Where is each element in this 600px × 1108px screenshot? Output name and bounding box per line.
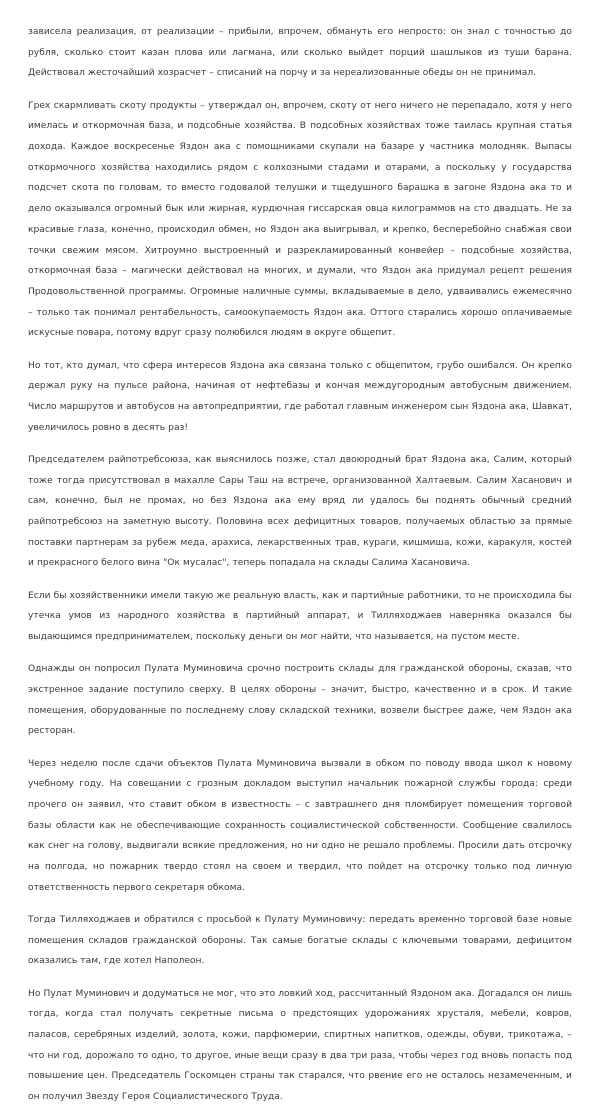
document-body bbox=[28, 22, 572, 1108]
paragraph: Но Пулат Муминович и додуматься не мог, что это ловкий ход, рассчитанный Яздоном ака. Догадался он лишь тогда, когда стал получать секретные письма о предстоящих удорожаниях хрусталя, мебели, ковров, паласов, серебряных изделий, золота, кожи, парфюмерии, спиртных напитков, одежды, обуви, трикотажа, – что ни год, дорожало то одно, то другое, иные вещи сразу в два три раза, чтобы через год вновь попасть под повышение цен. Председатель Госкомцен страны так старался, что рвение его не осталось незамеченным, и он получил Звезду Героя Социалистического Труда. bbox=[28, 988, 572, 1103]
paragraph: Но тот, кто думал, что сфера интересов Яздона ака связана только с общепитом, грубо ошибался. Он крепко держал руку на пульсе района, начиная от нефтебазы и кончая междугородным автобусным движением. Число маршрутов и автобусов на автопредприятии, где работал главным инженером сын Яздона ака, Шавкат, увеличилось ровно в десять раз! bbox=[28, 360, 572, 433]
paragraph: Однажды он попросил Пулата Муминовича срочно построить склады для гражданской обороны, сказав, что экстренное задание поступило сверху. В целях обороны – значит, быстро, качественно и в срок. И такие помещения, оборудованные по последнему слову складской техники, возвели быстрее даже, чем Яздон ака ресторан. bbox=[28, 664, 572, 737]
paragraph: Через неделю после сдачи объектов Пулата Муминовича вызвали в обком по поводу ввода школ к новому учебному году. На совещании с грозным докладом выступил начальник пожарной службы города: среди прочего он заявил, что ставит обком в известность – с завтрашнего дня пломбирует помещения торговой базы области как не обеспечивающие сохранность социалистической собственности. Сообщение свалилось как снег на голову, выдвигали всякие предложения, но ни одно не решало проблемы. Просили дать отсрочку на полгода, но пожарник твердо стоял на своем и твердил, что пойдет на отсрочку только под личную ответственность первого секретаря обкома. bbox=[28, 758, 572, 893]
paragraph: Тогда Тилляходжаев и обратился с просьбой к Пулату Муминовичу: передать временно торговой базе новые помещения складов гражданской обороны. Так самые богатые склады с ключевыми товарами, дефицитом оказались там, где хотел Наполеон. bbox=[28, 914, 572, 967]
paragraph: Председателем райпотребсоюза, как выяснилось позже, стал двоюродный брат Яздона ака, Салим, который тоже тогда присутствовал в махалле Сары Таш на встрече, организованной Халтаевым. Салим Хасанович и сам, конечно, был не промах, но без Яздона ака ему вряд ли удалось бы поднять обычный средний райпотребсоюз на заметную высоту. Половина всех дефицитных товаров, получаемых областью за прямые поставки партнерам за рубеж меда, арахиса, лекарственных трав, кураги, кишмиша, кожи, каракуля, костей и прекрасного белого вина "Ок мусалас", теперь попадала на склады Салима Хасановича. bbox=[28, 454, 572, 569]
paragraph: Если бы хозяйственники имели такую же реальную власть, как и партийные работники, то не происходила бы утечка умов из народного хозяйства в партийный аппарат, и Тилляходжаев наверняка оказался бы выдающимся предпринимателем, поскольку деньги он мог найти, что называется, на пустом месте. bbox=[28, 590, 572, 642]
paragraph: Грех скармливать скоту продукты – утверждал он, впрочем, скоту от него ничего не перепадало, хотя у него имелась и откормочная база, и подсобные хозяйства. В подсобных хозяйствах тоже таилась крупная статья дохода. Каждое воскресенье Яздон ака с помощниками скупали на базаре у частника молодняк. Выпасы откормочного хозяйства находились рядом с колхозными стадами и отарами, а поскольку у государства подсчет скота по головам, то вместо годовалой телушки и тщедушного барашка в загоне Яздона ака то и дело оказывался огромный бык или жирная, курдючная гиссарская овца килограммов на сто двадцать. Не за красивые глаза, конечно, происходил обмен, но Яздон ака выигрывал, и крепко, бесперебойно снабжая свои точки свежим мясом. Хитроумно выстроенный и разрекламированный конвейер – подсобные хозяйства, откормочная база – магически действовал на многих, и думали, что Яздон ака придумал рецепт решения Продовольственной программы. Огромные наличные суммы, вкладываемые в дело, удваивались ежемесячно – только так понимал рентабельность, самоокупаемость Яздон ака. Оттого старались хорошо оплачиваемые искусные повара, потому вдруг сразу полюбился людям в округе общепит. bbox=[28, 100, 572, 339]
paragraph: зависела реализация, от реализации – прибыли, впрочем, обмануть его непросто: он знал с точностью до рубля, сколько стоит казан плова или лагмана, или сколько выйдет порций шашлыков из туши барана. Действовал жесточайший хозрасчет – списаний на порчу и за нереализованные обеды он не принимал. bbox=[28, 27, 572, 79]
